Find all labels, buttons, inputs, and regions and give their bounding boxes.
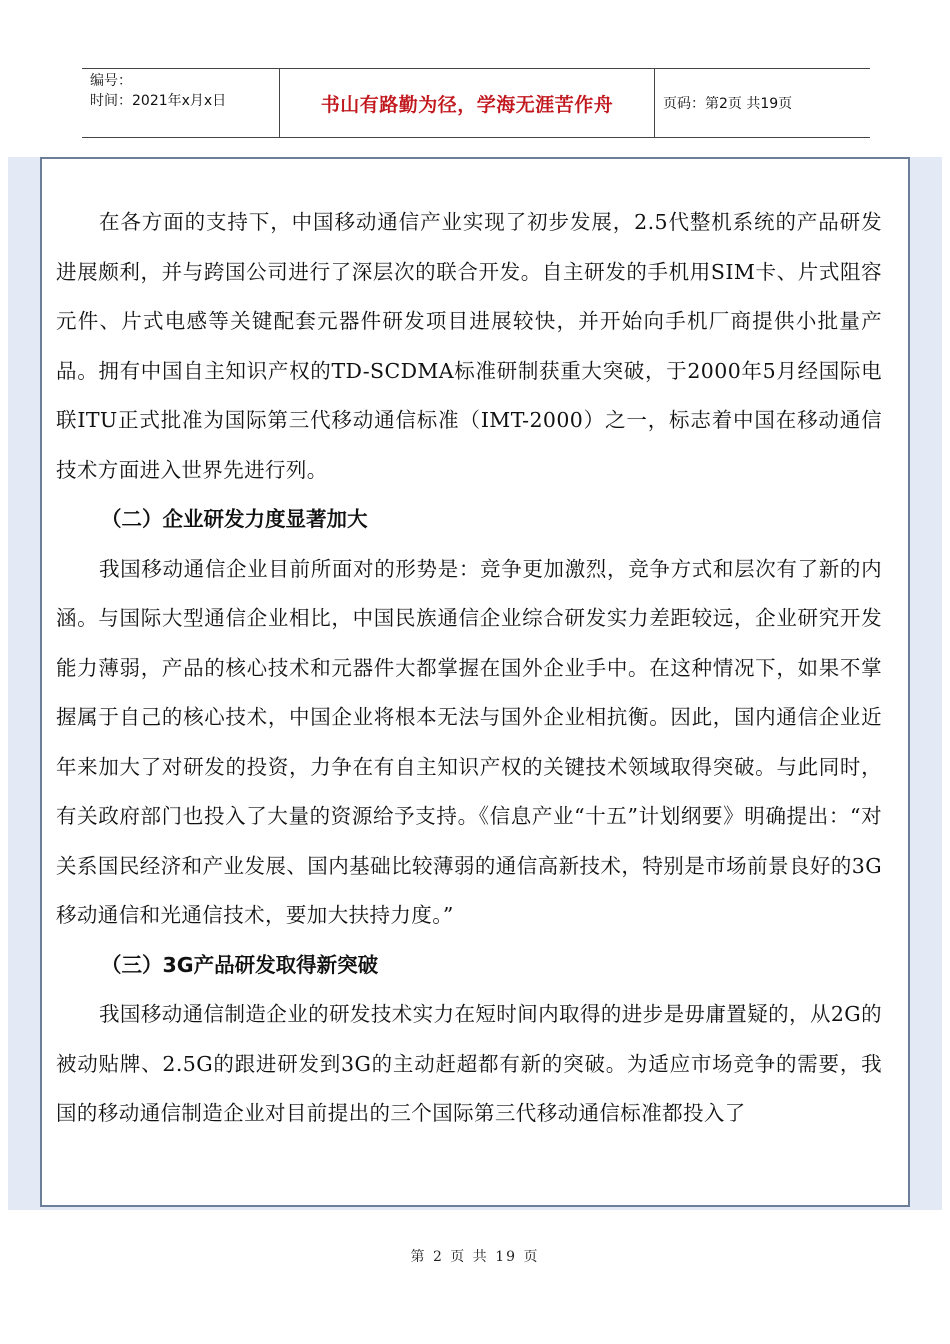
content-box-top-border bbox=[40, 157, 910, 159]
document-body bbox=[56, 198, 882, 1139]
body-paragraph-2: 我国移动通信企业目前所面对的形势是：竞争更加激烈，竞争方式和层次有了新的内涵。与国际大型通信企业相比，中国民族通信企业综合研发实力差距较远，企业研究开发能力薄弱，产品的核心技术和元器件大都掌握在国外企业手中。在这种情况下，如果不掌握属于自己的核心技术，中国企业将根本无法与国外企业相抗衡。因此，国内通信企业近年来加大了对研发的投资，力争在有自主知识产权的关键技术领域取得突破。与此同时，有关政府部门也投入了大量的资源给予支持。《信息产业“十五”计划纲要》明确提出：“对关系国民经济和产业发展、国内基础比较薄弱的通信高新技术，特别是市场前景良好的3G移动通信和光通信技术，要加大扶持力度。” bbox=[56, 556, 882, 927]
section-heading-2: （二）企业研发力度显著加大 bbox=[101, 507, 368, 531]
body-paragraph-1: 在各方面的支持下，中国移动通信产业实现了初步发展，2.5代整机系统的产品研发进展颇利，并与跨国公司进行了深层次的联合开发。自主研发的手机用SIM卡、片式阻容元件、片式电感等关键配套元器件研发项目进展较快，并开始向手机厂商提供小批量产品。拥有中国自主知识产权的TD-SCDMA标准研制获重大突破，于2000年5月经国际电联ITU正式批准为国际第三代移动通信标准（IMT-2000）之一，标志着中国在移动通信技术方面进入世界先进行列。 bbox=[56, 210, 882, 482]
body-paragraph-3: 我国移动通信制造企业的研发技术实力在短时间内取得的进步是毋庸置疑的，从2G的被动贴牌、2.5G的跟进研发到3G的主动赶超都有新的突破。为适应市场竞争的需要，我国的移动通信制造企业对目前提出的三个国际第三代移动通信标准都投入了 bbox=[56, 1002, 882, 1125]
document-number-label: 编号： bbox=[90, 73, 132, 89]
section-heading-3: （三）3G产品研发取得新突破 bbox=[101, 952, 379, 977]
page-header bbox=[82, 68, 870, 138]
header-motto: 书山有路勤为径，学海无涯苦作舟 bbox=[280, 69, 655, 137]
header-page-info: 页码：第2页 共19页 bbox=[663, 96, 793, 112]
header-meta bbox=[82, 69, 280, 137]
document-time-label: 时间：2021年x月x日 bbox=[90, 93, 227, 109]
page-footer: 第 2 页 共 19 页 bbox=[410, 1249, 540, 1265]
